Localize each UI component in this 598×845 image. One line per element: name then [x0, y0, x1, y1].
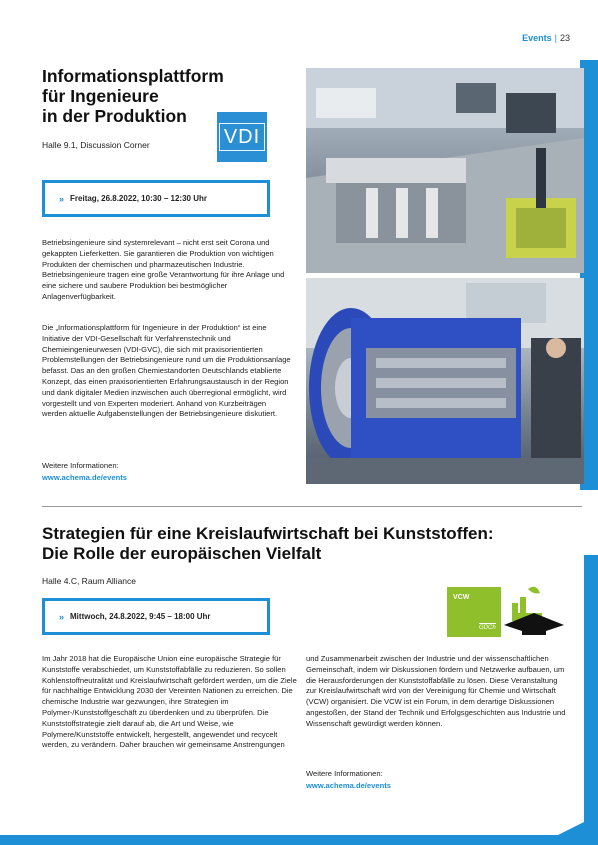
- event1-date: Freitag, 26.8.2022, 10:30 – 12:30 Uhr: [70, 194, 207, 203]
- event2-more-info-label: Weitere Informationen:: [306, 769, 383, 778]
- chevron-right-icon: »: [59, 611, 65, 622]
- event1-paragraph: Betriebsingenieure sind systemrelevant – nicht erst seit Corona und gekappten Lieferketten. Sie garantieren die Produktion von wichtigen Produkten der chemischen und pharmazeutischen Industrie. Betriebsingenieure tragen eine große Verantwortung für ihre Anlage und eine sichere und saubere Produktion bei bestmöglicher Anlagenverfügbarkeit.: [42, 238, 285, 301]
- event1-title-line: in der Produktion: [42, 106, 187, 126]
- event2-date-box: [42, 598, 270, 635]
- event2-date: Mittwoch, 24.8.2022, 9:45 – 18:00 Uhr: [70, 612, 211, 621]
- event2-title: [42, 524, 562, 564]
- production-line-illustration: [306, 68, 584, 273]
- event2-more-info-link[interactable]: www.achema.de/events: [306, 781, 391, 790]
- event2-title-line: Strategien für eine Kreislaufwirtschaft bei Kunststoffen:: [42, 524, 494, 543]
- event1-more-info-link[interactable]: www.achema.de/events: [42, 473, 127, 482]
- event1-date-box: [42, 180, 270, 217]
- chemical-reactor-photo: [306, 278, 584, 484]
- event1-paragraph: Die „Informationsplattform für Ingenieure in der Produktion“ ist eine Initiative der VDI-Gesellschaft für Verfahrenstechnik und Chemieingenieurwesen (VDI-GVC), die sich mit praxisorientierten Problemstellungen der Betriebsingenieure rund um die Produktionsanlage befasst. Das an den großen Chemiestandorten Deutschlands etablierte Konzept, das einen praxisorientierten Erfahrungsaustausch in der Region und dank digitaler Medien inzwischen auch überregional ermöglicht, wird vorgestellt und von Experten moderiert. Anhand von Kurzbeiträgen werden aktuelle Aufgabenstellungen der Betriebsingenieure diskutiert.: [42, 323, 291, 419]
- event2-paragraph: Im Jahr 2018 hat die Europäische Union eine europäische Strategie für Kunststoffe verabschiedet, um Kunststoffabfälle zu reduzieren. So sollen Kohlenstoffneutralität und Kreislaufwirtschaft gefördert werden, um die Ziele für nachhaltige Entwicklung 2030 der Vereinten Nationen zu erreichen. Die chemische Industrie war gezwungen, ihre Strategien im Polymer-/Kunststoffgeschäft zu überdenken und zu überprüfen. Die Kunststoffstrategie zielt darauf ab, die Art und Weise, wie Polymere/Kunststoffe entwickelt, hergestellt, angewendet und recycelt werden, zu verändern. Daher brauchen wir gemeinsame Anstrengungen: [42, 654, 297, 750]
- event1-location: Halle 9.1, Discussion Corner: [42, 140, 150, 150]
- production-machinery-photo: [306, 68, 584, 273]
- side-accent-bar-bottom: [584, 555, 598, 845]
- event1-title-line: Informationsplattform: [42, 66, 224, 86]
- event1-more-info-label: Weitere Informationen:: [42, 461, 119, 470]
- event2-paragraph: und Zusammenarbeit zwischen der Industrie und der wissenschaftlichen Gemeinschaft, indem wir Diskussionen fördern und Netzwerke aufbauen, um die Herausforderungen der Kunststoffabfälle zu lösen. Diese Veranstaltung zur Kreislaufwirtschaft wird von der Vereinigung für Chemie und Wirtschaft (VCW) organisiert. Die VCW ist ein Forum, in dem derartige Diskussionen angestoßen, der Stand der Technik und Erfolgsgeschichten aus Industrie und Wissenschaft gewürdigt werden können.: [306, 654, 566, 728]
- event2-location: Halle 4.C, Raum Alliance: [42, 576, 137, 586]
- page-number: 23: [559, 33, 570, 43]
- vcw-logo-text: VCW: [453, 594, 470, 601]
- chevron-right-icon: »: [59, 193, 65, 204]
- reactor-illustration: [306, 278, 584, 484]
- section-label: Events: [522, 33, 552, 43]
- vdi-logo-text: VDI: [219, 123, 265, 151]
- vdi-logo: [217, 112, 267, 162]
- bottom-accent-bar: [0, 835, 598, 845]
- page-header: [522, 33, 570, 43]
- factory-graduation-cap-icon: [504, 583, 564, 638]
- event1-title-line: für Ingenieure: [42, 86, 159, 106]
- section-divider: [42, 506, 582, 507]
- event2-title-line: Die Rolle der europäischen Vielfalt: [42, 544, 322, 563]
- vcw-logo: [447, 587, 501, 637]
- header-separator: |: [554, 33, 557, 43]
- gdch-logo-text: GDCh: [479, 625, 496, 631]
